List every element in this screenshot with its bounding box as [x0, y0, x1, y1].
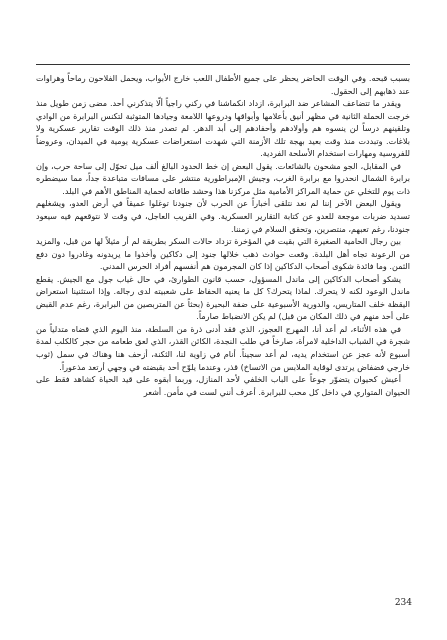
paragraph-3: في المقابل، الجو مشحون بالشائعات. يقول البعض إن خط الحدود البالغ ألف ميل تحوّل إلى ساحة حرب، وإن برابرة الشمال انحدروا مع برابرة الغرب، وجيش الإمبراطورية منتشر على مسافات متباعدة جداً، مما سيضطره ذات يوم للتخلي عن حماية المراكز الأمامية مثل مركزنا هذا وحشد طاقاته لحماية المناطق الأهم في البلد. — [36, 160, 410, 196]
paragraph-1: بسبب قبحه. وفي الوقت الحاضر يحظر على جميع الأطفال اللعب خارج الأبواب، ويحمل الفلاحون رماحاً وهراوات عند ذهابهم إلى الحقول. — [36, 73, 410, 96]
page-number: 234 — [394, 598, 412, 608]
paragraph-2: ويقدر ما تتضاعف المشاعر ضد البرابرة، ازداد انكماشنا في ركني راجياً ألّا يتذكرني أحد. مضى زمن طويل منذ خرجت الحملة الثانية في مظهر أنيق بأعلامها وأبواقها ودروعها اللامعة وجيادها المتوثبة لتكنس البرابرة من الوادي وتلقينهم درساً لن ينسوه هم وأولادهم وأحفادهم إلى أبد الدهر. لم تصدر منذ ذلك الوقت تقارير عسكرية ولا بلاغات. وتبددت منذ وقت بعيد بهجة تلك الأزمنة التي شهدت استعراضات عسكرية يومية في الميدان، وعروضاً للفروسية ومهارات استخدام الأسلحة الفردية. — [36, 98, 410, 159]
header-rule — [36, 64, 410, 65]
body-text — [36, 72, 410, 398]
paragraph-5: بين رجال الحامية الصغيرة التي بقيت في المؤخرة تزداد حالات السكر بطريقة لم أر مثيلاً لها من قبل، والمزيد من الرعونة تجاه أهل البلدة. وقعت حوادث ذهب خلالها جنود إلى دكاكين وأخذوا ما يريدونه وغادروا دون دفع الثمن. وما فائدة شكوى أصحاب الدكاكين إذا كان المجرمون هم أنفسهم أفراد الحرس المدني. — [36, 236, 410, 272]
paragraph-8: أعيش كحيوان يتضوّر جوعاً على الباب الخلفي لأحد المنازل، وربما أبقوه على قيد الحياة كشاهد فقط على الحيوان المتواري في داخل كل محب للبرابرة. أعرف أنني لست في مأمن. أشعر — [36, 374, 410, 397]
paragraph-4: ويقول البعض الآخر إننا لم نعد نتلقى أخباراً عن الحرب لأن جنودنا توغلوا عميقاً في أرض العدو، ويشغلهم تسديد ضربات موجعة للعدو عن كتابة التقارير العسكرية. وفي القريب العاجل، في وقت لا نتوقعهم فيه سيعود جنودنا، رغم تعبهم، منتصرين، وتحقق السلام في زمننا. — [36, 198, 410, 234]
paragraph-6: يشكو أصحاب الدكاكين إلى ماندل المسؤول، حسب قانون الطوارئ، في حال غياب جول مع الجيش. يقطع ماندل الوعود لكنه لا يتحرك. لماذا يتحرك؟ كل ما يعنيه الحفاظ على شعبيته لدى رجاله. وإذا استثنينا استعراض اليقظة خلف المتاريس، والدورية الأسبوعية على ضفة البحيرة (بحثاً عن المتربصين من البرابرة، رغم عدم القبض على أحد منهم في ذلك المكان من قبل) لم يكن الانضباط صارماً. — [36, 273, 410, 322]
paragraph-7: في هذه الأثناء، لم أعد أنا، المهرج العجوز، الذي فقد أدنى ذرة من السلطة، منذ اليوم الذي قضاه متدلياً من شجرة في الشباب الداخلية لامرأة، صارخاً في طلب النجدة، الكائن القذر، الذي لعق طعامه من حجر كالكلب لمدة أسبوع لأنه عجز عن استخدام يديه، لم أعد سجيناً. أنام في زاوية لنا، الثكنة، أزحف هنا وهناك في سمل (ثوب خارجي فضفاض يرتدى لوقاية الملابس من الاتساخ) قذر، وعندما يلوّح أحد بقبضته في وجهي أرتعد مذعوراً. — [36, 323, 410, 372]
